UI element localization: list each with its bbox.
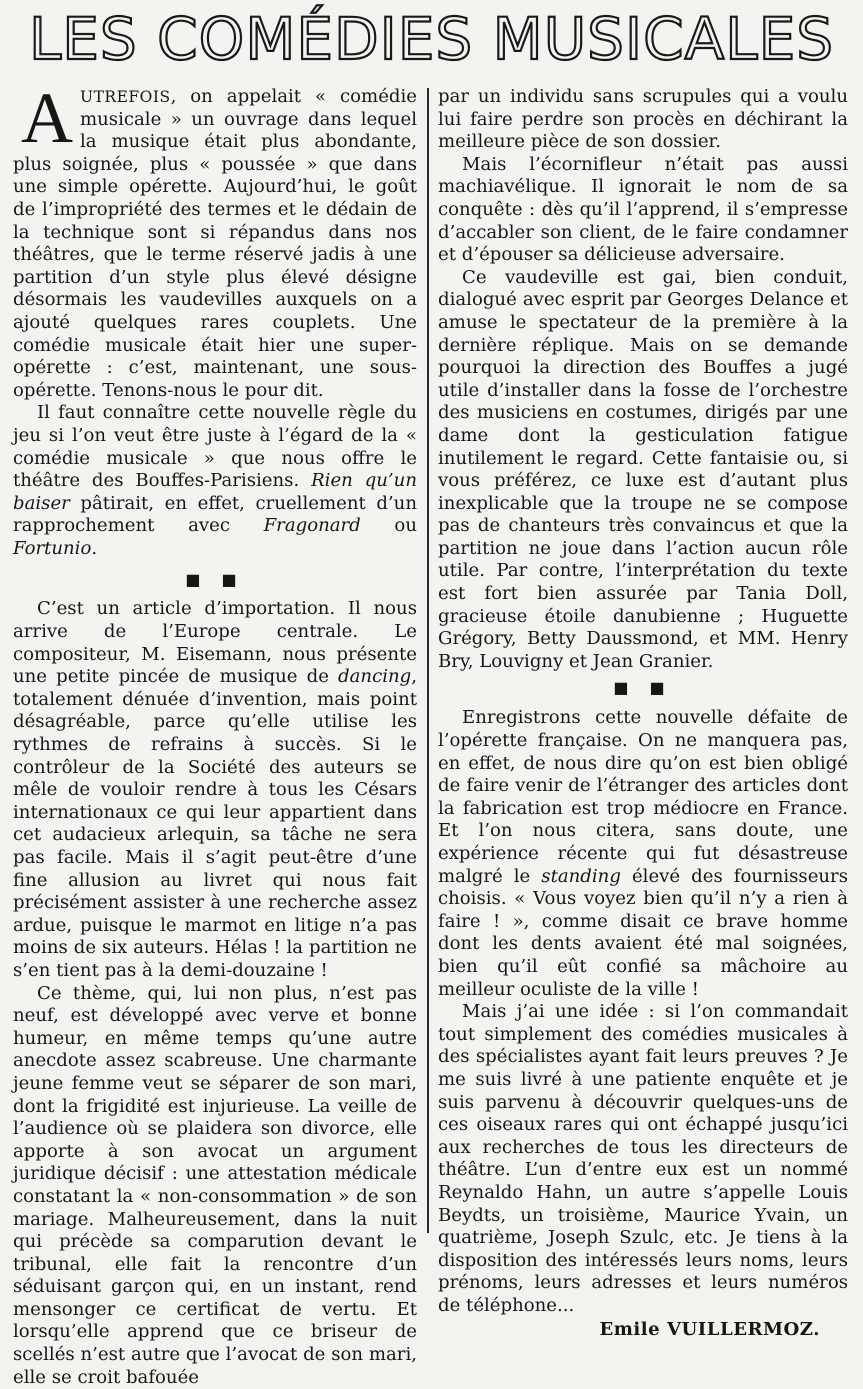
right-column [438, 86, 848, 1342]
paragraph-ecornifleur: Mais l’écornifleur n’était pas aussi machiavélique. Il ignorait le nom de sa conquête : dès qu’il l’apprend, il s’empresse d’accabler son client, de le faire condamner et d’épouser sa délicieuse adversaire. [438, 153, 848, 266]
paragraph-intro [13, 78, 417, 402]
title-fragonard: Fragonard [263, 515, 361, 537]
article-title: LES COMÉDIES MUSICALES [28, 5, 835, 73]
paragraph-continuation: par un individu sans scrupules qui a voulu lui faire perdre son procès en déchirant la meilleure pièce de son dossier. [438, 86, 848, 153]
left-column [13, 78, 417, 1389]
author-signature: Emile VUILLERMOZ. [599, 1319, 820, 1341]
word-dancing: dancing [338, 666, 412, 688]
intro-text: , on appelait « comédie musicale » un ouvrage dans lequel la musique était plus abondante, plus soignée, plus « poussée » que dans une simple opérette. Aujourd’hui, le goût de l’impropriété des termes et le dédain de la technique sont si répandus dans nos théâtres, que le terme réservé jadis à une partition d’un style plus élevé désigne désormais les vaudevilles auxquels on a ajouté quelques rares couplets. Une comédie musicale était hier une super-opérette : c’est, maintenant, une sous-opérette. Tenons-nous le pour dit. [13, 86, 417, 401]
section-separator: ■ ■ [185, 570, 245, 590]
title-rien-qu-un-baiser: Rien qu’un baiser [13, 470, 417, 514]
word-standing: standing [541, 865, 621, 887]
intro-small-caps: UTREFOIS [80, 88, 171, 106]
paragraph-import: C’est un article d’importation. Il nous arrive de l’Europe centrale. Le compositeur, M. Eisemann, nous présente une petite pincée de musique de dancing, totalement dénuée d’invention, mais point désagréable, parce qu’elle utilise les rythmes de refrains à succès. Si le contrôleur de la Société des auteurs se mêle de vouloir rendre à tous les Césars internationaux ce qui leur appartient dans cet audacieux arlequin, sa tâche ne sera pas facile. Mais il s’agit peut-être d’une fine allusion au livret qui nous fait précisément assister à une recherche assez ardue, puisque le marmot en litige n’a pas moins de six auteurs. Hélas ! la partition ne s’en tient pas à la demi-douzaine ! [13, 598, 417, 981]
drop-cap: A [21, 78, 73, 158]
paragraph-rule: Il faut connaître cette nouvelle règle du jeu si l’on veut être juste à l’égard de la « comédie musicale » que nous offre le théâtre des Bouffes-Parisiens. Rien qu’un baiser pâtirait, en effet, cruellement d’un rapprochement avec Fragonard ou Fortunio. [13, 402, 417, 559]
column-divider [427, 88, 429, 1233]
title-fortunio: Fortunio [13, 537, 92, 559]
paragraph-theme: Ce thème, qui, lui non plus, n’est pas neuf, est développé avec verve et bonne humeur, en même temps qu’une autre anecdote assez scabreuse. Une charmante jeune femme veut se séparer de son mari, dont la frigidité est injurieuse. La veille de l’audience où se plaidera son divorce, elle apporte à son avocat un argument juridique décisif : une attestation médicale constatant la « non-consommation » de son mariage. Malheureusement, dans la nuit qui précède sa comparution devant le tribunal, elle fait la rencontre d’un séduisant garçon qui, en un instant, rend mensonger ce certificat de vertu. Et lorsqu’elle apprend que ce briseur de scellés n’est autre que l’avocat de son mari, elle se croit bafouée [13, 982, 417, 1388]
paragraph-vaudeville: Ce vaudeville est gai, bien conduit, dialogué avec esprit par Georges Delance et amuse le spectateur de la première à la dernière réplique. Mais on se demande pourquoi la direction des Bouffes a jugé utile d’installer dans la fosse de l’orchestre des musiciens en costumes, dirigés par une dame dont la gesticulation fatigue inutilement le regard. Cette fantaisie ou, si vous préférez, ce luxe est d’autant plus inexplicable que la troupe ne se compose pas de chanteurs très convaincus et que la partition ne joue dans l’action aucun rôle utile. Par contre, l’interprétation du texte est fort bien assurée par Tania Doll, gracieuse étoile danubienne ; Huguette Grégory, Betty Daussmond, et MM. Henry Bry, Louvigny et Jean Granier. [438, 266, 848, 672]
section-separator: ■ ■ [613, 678, 673, 698]
paragraph-idee: Mais j’ai une idée : si l’on commandait tout simplement des comédies musicales à des spécialistes ayant fait leurs preuves ? Je me suis livré à une patiente enquête et je suis parvenu à découvrir quelques-uns de ces oiseaux rares qui ont échappé jusqu’ici aux recherches de tous les directeurs de théâtre. L’un d’entre eux est un nommé Reynaldo Hahn, un autre s’appelle Louis Beydts, un troisième, Maurice Yvain, un quatrième, Joseph Szulc, etc. Je tiens à la disposition des intéressés leurs noms, leurs prénoms, leurs adresses et leurs numéros de téléphone... [438, 1001, 848, 1316]
paragraph-defaite: Enregistrons cette nouvelle défaite de l’opérette française. On ne manquera pas, en effet, de nous dire qu’on est bien obligé de faire venir de l’étranger des articles dont la fabrication est trop médiocre en France. Et l’on nous citera, sans doute, une expérience récente qui fut désastreuse malgré le standing élevé des fournisseurs choisis. « Vous voyez bien qu’il n’y a rien à faire ! », comme disait ce brave homme dont les dents avaient été mal soignées, bien qu’il eût confié sa mâchoire au meilleur oculiste de la ville ! [438, 707, 848, 1000]
